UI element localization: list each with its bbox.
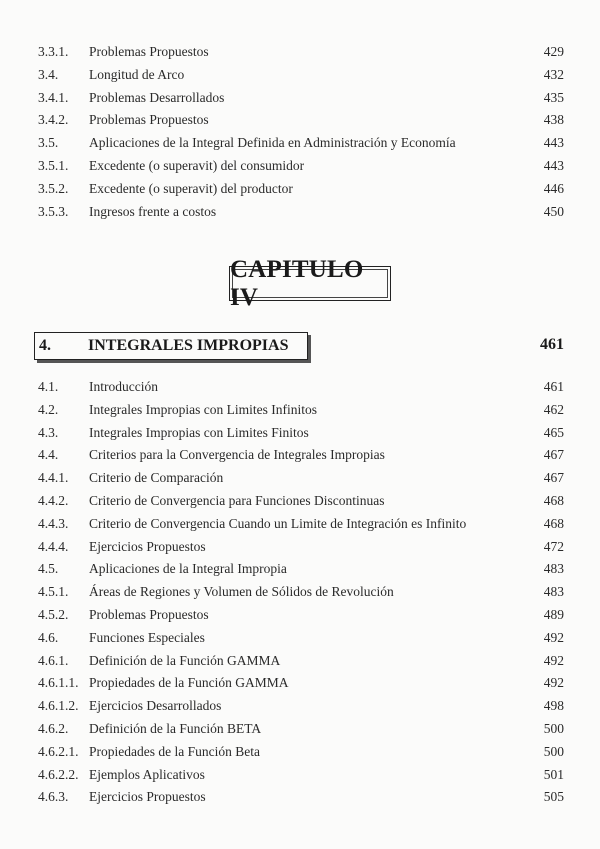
toc-entry-title: Criterios para la Convergencia de Integrales Impropias bbox=[89, 447, 385, 463]
toc-entry-page: 483 bbox=[543, 584, 564, 600]
toc-entry-title: Problemas Desarrollados bbox=[89, 89, 225, 105]
toc-entry-title: Propiedades de la Función Beta bbox=[89, 743, 260, 759]
toc-list-chapter-3 bbox=[0, 41, 600, 223]
toc-entry-number: 4.5. bbox=[38, 561, 59, 577]
toc-entry-number: 3.5. bbox=[38, 135, 59, 151]
toc-entry bbox=[0, 467, 600, 490]
toc-entry-number: 4.6.1.2. bbox=[38, 698, 79, 714]
toc-entry-page: 472 bbox=[543, 538, 564, 554]
section-number: 4. bbox=[39, 337, 51, 354]
toc-entry-title: Ejercicios Propuestos bbox=[89, 789, 206, 805]
toc-entry-page: 438 bbox=[543, 112, 564, 128]
toc-entry-page: 500 bbox=[543, 720, 564, 736]
toc-entry-number: 3.5.1. bbox=[38, 157, 69, 173]
toc-entry bbox=[0, 536, 600, 559]
toc-entry-page: 446 bbox=[543, 180, 564, 196]
toc-entry bbox=[0, 87, 600, 110]
toc-entry bbox=[0, 178, 600, 201]
toc-entry-title: Excedente (o superavit) del productor bbox=[89, 180, 293, 196]
toc-entry-number: 4.3. bbox=[38, 424, 59, 440]
toc-entry-number: 4.6. bbox=[38, 629, 59, 645]
toc-entry-number: 4.6.1. bbox=[38, 652, 69, 668]
toc-entry-title: Ejemplos Aplicativos bbox=[89, 766, 205, 782]
toc-entry-page: 501 bbox=[543, 766, 564, 782]
toc-entry-page: 443 bbox=[543, 157, 564, 173]
toc-entry-page: 429 bbox=[543, 44, 564, 59]
section-title: INTEGRALES IMPROPIAS bbox=[88, 337, 289, 354]
toc-entry bbox=[0, 786, 600, 809]
toc-entry-page: 498 bbox=[543, 698, 564, 714]
toc-entry bbox=[0, 604, 600, 627]
toc-entry bbox=[0, 41, 600, 64]
toc-entry-page: 492 bbox=[543, 629, 564, 645]
toc-entry-page: 465 bbox=[543, 424, 564, 440]
toc-entry-title: Longitud de Arco bbox=[89, 66, 185, 82]
toc-entry bbox=[0, 558, 600, 581]
toc-entry-number: 4.4.1. bbox=[38, 470, 69, 486]
toc-entry bbox=[0, 64, 600, 87]
toc-entry-title: Integrales Impropias con Limites Infinitos bbox=[89, 401, 317, 417]
toc-entry-page: 443 bbox=[543, 135, 564, 151]
toc-entry-title: Propiedades de la Función GAMMA bbox=[89, 675, 289, 691]
toc-entry-number: 4.6.2.2. bbox=[38, 766, 79, 782]
section-heading bbox=[34, 332, 308, 360]
toc-entry-page: 462 bbox=[543, 401, 564, 417]
toc-entry-number: 3.4. bbox=[38, 66, 59, 82]
toc-entry-number: 3.3.1. bbox=[38, 44, 69, 59]
toc-entry-number: 4.4.4. bbox=[38, 538, 69, 554]
toc-entry-title: Problemas Propuestos bbox=[89, 112, 209, 128]
toc-entry-title: Problemas Propuestos bbox=[89, 606, 209, 622]
section-page-number: 461 bbox=[540, 336, 564, 353]
toc-entry bbox=[0, 764, 600, 787]
toc-entry-page: 435 bbox=[543, 89, 564, 105]
toc-entry-page: 492 bbox=[543, 652, 564, 668]
toc-entry-number: 3.4.1. bbox=[38, 89, 69, 105]
toc-entry-page: 468 bbox=[543, 492, 564, 508]
toc-entry-number: 3.5.3. bbox=[38, 203, 69, 219]
toc-entry bbox=[0, 399, 600, 422]
toc-entry-title: Ejercicios Desarrollados bbox=[89, 698, 222, 714]
toc-entry-title: Ejercicios Propuestos bbox=[89, 538, 206, 554]
toc-entry-title: Criterio de Convergencia Cuando un Limite de Integración es Infinito bbox=[89, 515, 467, 531]
toc-entry-page: 461 bbox=[543, 379, 564, 394]
toc-entry-page: 489 bbox=[543, 606, 564, 622]
toc-entry-title: Áreas de Regiones y Volumen de Sólidos de Revolución bbox=[89, 584, 394, 600]
toc-entry-number: 4.6.1.1. bbox=[38, 675, 79, 691]
toc-entry bbox=[0, 444, 600, 467]
toc-entry bbox=[0, 490, 600, 513]
toc-entry-page: 483 bbox=[543, 561, 564, 577]
toc-entry bbox=[0, 741, 600, 764]
toc-entry-number: 4.6.3. bbox=[38, 789, 69, 805]
toc-list-chapter-4 bbox=[0, 376, 600, 809]
toc-entry-page: 467 bbox=[543, 447, 564, 463]
toc-entry-number: 4.2. bbox=[38, 401, 59, 417]
chapter-title: CAPITULO IV bbox=[230, 255, 364, 311]
toc-entry-page: 467 bbox=[543, 470, 564, 486]
toc-entry-number: 3.5.2. bbox=[38, 180, 69, 196]
toc-entry-title: Excedente (o superavit) del consumidor bbox=[89, 157, 305, 173]
toc-entry-title: Funciones Especiales bbox=[89, 629, 205, 645]
toc-entry bbox=[0, 513, 600, 536]
toc-entry-number: 4.5.1. bbox=[38, 584, 69, 600]
toc-entry bbox=[0, 581, 600, 604]
toc-entry bbox=[0, 109, 600, 132]
toc-entry bbox=[0, 672, 600, 695]
toc-entry-title: Introducción bbox=[89, 379, 158, 394]
toc-entry-title: Ingresos frente a costos bbox=[89, 203, 217, 219]
toc-entry-number: 3.4.2. bbox=[38, 112, 69, 128]
toc-entry bbox=[0, 132, 600, 155]
toc-entry bbox=[0, 201, 600, 224]
chapter-heading bbox=[229, 255, 391, 311]
toc-entry-number: 4.6.2. bbox=[38, 720, 69, 736]
toc-entry-title: Definición de la Función GAMMA bbox=[89, 652, 281, 668]
toc-entry-page: 450 bbox=[543, 203, 564, 219]
toc-entry bbox=[0, 650, 600, 673]
toc-entry-page: 492 bbox=[543, 675, 564, 691]
toc-entry bbox=[0, 155, 600, 178]
toc-entry-title: Criterio de Convergencia para Funciones Discontinuas bbox=[89, 492, 385, 508]
toc-entry-page: 505 bbox=[543, 789, 564, 805]
toc-entry-number: 4.4.3. bbox=[38, 515, 69, 531]
toc-entry-number: 4.4.2. bbox=[38, 492, 69, 508]
toc-entry-title: Problemas Propuestos bbox=[89, 44, 209, 59]
toc-entry-number: 4.1. bbox=[38, 379, 59, 394]
toc-entry-title: Criterio de Comparación bbox=[89, 470, 224, 486]
toc-entry bbox=[0, 422, 600, 445]
toc-entry-title: Aplicaciones de la Integral Definida en Administración y Economía bbox=[89, 135, 456, 151]
toc-entry bbox=[0, 695, 600, 718]
toc-entry-page: 468 bbox=[543, 515, 564, 531]
toc-entry bbox=[0, 627, 600, 650]
toc-entry bbox=[0, 718, 600, 741]
toc-entry-title: Integrales Impropias con Limites Finitos bbox=[89, 424, 309, 440]
toc-entry bbox=[0, 376, 600, 399]
toc-entry-number: 4.6.2.1. bbox=[38, 743, 79, 759]
toc-entry-number: 4.4. bbox=[38, 447, 59, 463]
toc-entry-page: 500 bbox=[543, 743, 564, 759]
toc-entry-title: Definición de la Función BETA bbox=[89, 720, 262, 736]
toc-entry-number: 4.5.2. bbox=[38, 606, 69, 622]
toc-entry-title: Aplicaciones de la Integral Impropia bbox=[89, 561, 287, 577]
toc-entry-page: 432 bbox=[543, 66, 564, 82]
